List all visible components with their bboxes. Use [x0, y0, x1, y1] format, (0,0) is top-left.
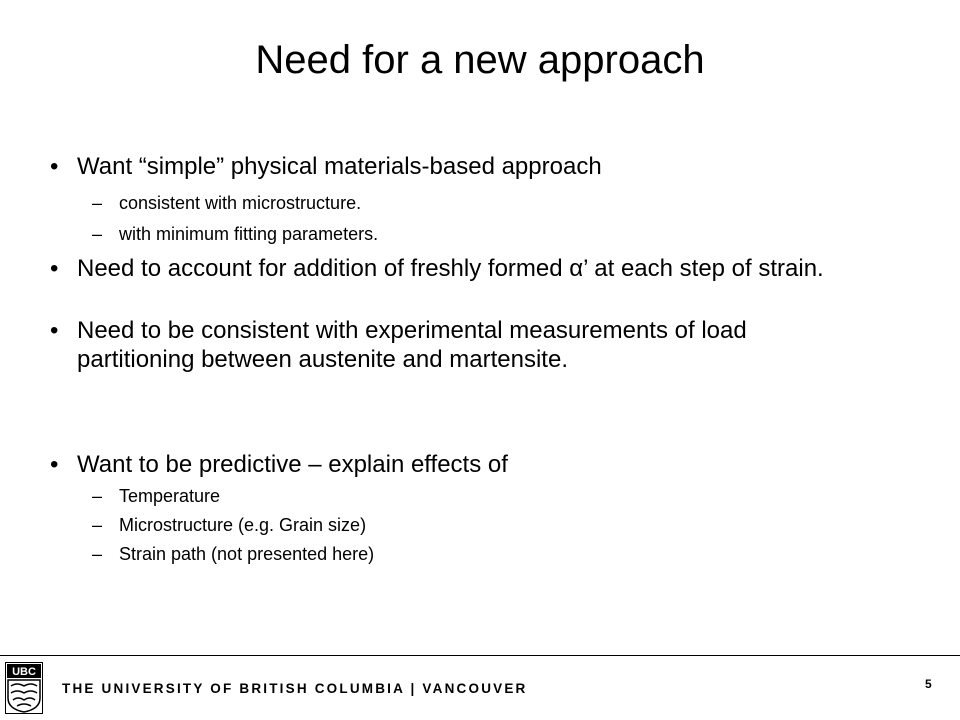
sub-bullet-mark: – [92, 193, 103, 213]
ubc-logo-icon [5, 662, 43, 714]
page-number: 5 [925, 677, 932, 691]
bullet-text: Want “simple” physical materials-based approach [77, 153, 602, 180]
sub-bullet-mark: – [92, 486, 103, 506]
bullet-mark: • [50, 317, 59, 344]
bullet-item [50, 152, 850, 181]
bullet-text: Need to account for addition of freshly formed α’ at each step of strain. [77, 255, 824, 282]
bullet-mark: • [50, 451, 59, 478]
bullet-text: Want to be predictive – explain effects of [77, 451, 508, 478]
logo-text: UBC [12, 666, 36, 678]
bullet-mark: • [50, 255, 59, 282]
bullet-text: Need to be consistent with experimental measurements of load partitioning between austenite and martensite. [77, 317, 747, 373]
university-name: THE UNIVERSITY OF BRITISH COLUMBIA | VANCOUVER [62, 681, 528, 696]
sub-bullet-mark: – [92, 515, 103, 535]
sub-bullet-item [92, 485, 852, 507]
slide-title: Need for a new approach [255, 38, 705, 82]
sub-bullet-text: Microstructure (e.g. Grain size) [119, 515, 367, 535]
sub-bullet-item [92, 514, 852, 536]
sub-bullet-item [92, 192, 852, 214]
footer-divider [0, 655, 960, 656]
sub-bullet-text: consistent with microstructure. [119, 193, 362, 213]
bullet-mark: • [50, 153, 59, 180]
sub-bullet-mark: – [92, 224, 103, 244]
sub-bullet-item [92, 223, 852, 245]
sub-bullet-text: Temperature [119, 486, 221, 506]
bullet-item [50, 254, 850, 283]
sub-bullet-mark: – [92, 544, 103, 564]
bullet-item [50, 316, 850, 374]
sub-bullet-text: Strain path (not presented here) [119, 544, 375, 564]
bullet-item [50, 450, 850, 479]
sub-bullet-text: with minimum fitting parameters. [119, 224, 379, 244]
sub-bullet-item [92, 543, 852, 565]
